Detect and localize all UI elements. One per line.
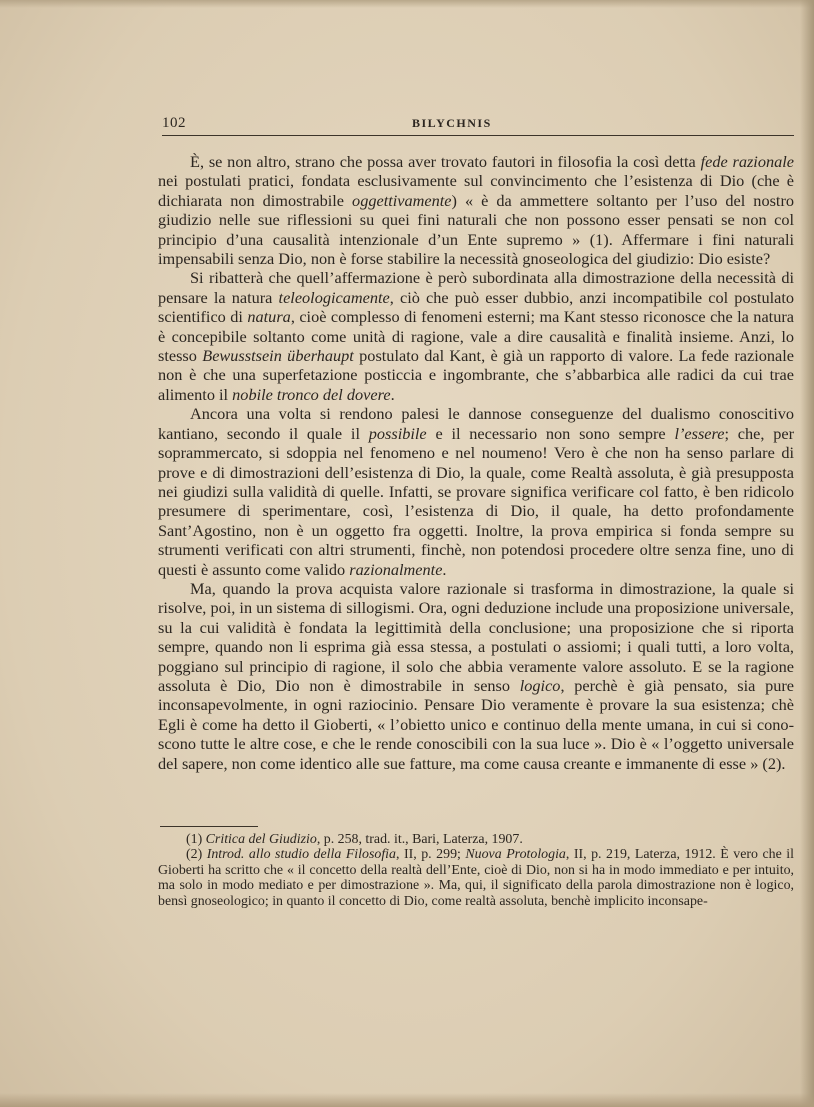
italic-text-run: possibile (368, 423, 427, 443)
footnote-text-run: (2) (186, 847, 207, 863)
footnote-italic-run: Critica del Giudizio (205, 832, 317, 847)
running-title: BILYCHNIS (412, 116, 492, 130)
italic-text-run: logico (519, 675, 561, 695)
text-run: postulato dal Kant, è già un rapporto di valore. La fede razionale non è che una superfetazione posticcia e ingombrante, che s’abbarbica alle radici da cui trae alimento il (158, 346, 794, 404)
body-text (158, 152, 794, 773)
italic-text-run: fede razionale (700, 152, 795, 171)
footnote-rule (160, 826, 258, 827)
footnote-italic-run: Introd. allo studio della Filosofia (206, 847, 396, 863)
italic-text-run: l’essere (674, 423, 725, 443)
italic-text-run: teleologicamente (278, 287, 390, 307)
footnote-text-run: (1) (186, 832, 206, 847)
page-number: 102 (162, 115, 186, 131)
body-paragraph (158, 579, 794, 773)
text-run: È, se non altro, strano che possa aver trovato fautori in filosofia la così detta (190, 152, 701, 171)
text-run: ; che, per soprammercato, si sdoppia nel fenomeno e nel noumeno! Vero è che non ha senso parlare di prove e di dimostrazioni dell’esistenza di Dio, la quale, come Realtà assoluta, è già presupposta nei giudizi sulla validità di quelle. Infatti, se provare significa verificare col fatto, è ben ridicolo presumere di sperimentare, così, l’esistenza di Dio, il quale, ha detto profondamente Sant’Agostino, non è un oggetto fra oggetti. Inoltre, la prova empirica si fonda sempre su strumenti verificati con altri strumenti, finchè, non potendosi procedere oltre senza fine, uno di questi è assunto come valido (158, 423, 795, 579)
footnotes (158, 832, 794, 909)
text-run: Ma, quando la prova acquista valore razionale si trasforma in dimostrazione, la quale si risolve, poi, in un sistema di sillogismi. Ora, ogni deduzione include una proposizione universale, su la cui validità è fondata la legittimità della conclusione; una proposizione che si riporta sempre, quando non li esprima già essa stessa, a postulati o assiomi; i quali tutti, a loro volta, poggiano sul principio di ragione, il solo che abbia veramente valore assoluto. E se la ragione assoluta è Dio, Dio non è dimostrabile in senso (158, 578, 794, 695)
footnote-text-run: , p. 258, trad. it., Bari, Laterza, 1907. (316, 832, 523, 847)
text-run: Ancora una volta si rendono palesi le dannose conseguenze del dualismo conoscitivo kantiano, secondo il quale il (158, 404, 794, 443)
text-run: , perchè è già pensato, sia pure inconsapevolmente, in ogni raziocinio. Pensare Dio veramente è provare la sua esistenza; chè Egli è come ha detto il Gioberti, « l’obietto unico e continuo della mente umana, in cui si conoscono tutte le altre cose, e che le rende conoscibili con la sua luce ». Dio è « l’oggetto universale del sapere, non come identico alle sue fatture, ma come causa creante e immanente di esse » (2). (158, 675, 794, 773)
page-edge-shadow-top (0, 0, 814, 8)
italic-text-run: Bewusstsein überhaupt (202, 346, 354, 366)
text-run: e il necessario non sono sempre (426, 423, 675, 443)
text-run: , ciò che può esser dubbio, anzi incompatibile col postulato scientifico di (158, 287, 794, 327)
text-run: ) « è da ammettere soltanto per l’uso del nostro giudizio nelle sue riflessioni su quei fini naturali che non possono esser pensati se non col principio d’una causalità intenzionale d’un Ente supremo » (1). Affermare i fini naturali impensabili senza Dio, non è forse stabilire la necessità gnoseologica del giudizio: Dio esiste? (158, 190, 795, 269)
running-header (162, 113, 794, 135)
italic-text-run: nobile tronco del dovere (232, 384, 391, 404)
footnote (158, 832, 794, 847)
footnote-italic-run: Nuova Protologia (465, 847, 566, 863)
body-paragraph (158, 404, 794, 579)
footnote (158, 847, 794, 909)
italic-text-run: oggettivamente (352, 190, 452, 210)
footnote-text-run: , II, p. 299; (396, 847, 466, 863)
text-run: Si ribatterà che quell’affermazione è però subordinata alla dimostrazione della necessità di pensare la natura (158, 268, 794, 307)
text-run: , cioè complesso di fenomeni esterni; ma Kant stesso riconosce che la natura è concepibile soltanto come unità di ragione, vale a dire causalità e finalità insieme. Anzi, lo stesso (158, 307, 794, 366)
text-run: nei postulati pratici, fondata esclusivamente sul convincimento che l’esistenza di Dio (che è dichiarata non dimostrabile (158, 171, 794, 210)
page-edge-shadow-bottom (0, 1093, 814, 1107)
body-paragraph (158, 268, 794, 404)
italic-text-run: razionalmente (349, 559, 443, 579)
header-rule (162, 135, 794, 136)
footnote-text-run: , II, p. 219, Laterza, 1912. È vero che il Gioberti ha scritto che « il concetto della realtà dell’Ente, cioè di Dio, non si ha in modo immediato e per intuito, ma solo in modo mediato e per dimostrazione ». Ma, qui, il significato della parola dimostrazione non è logico, bensì gnoseologico; in quanto il concetto di Dio, come realtà assoluta, benchè implicito inconsape- (158, 847, 795, 909)
body-paragraph (158, 152, 794, 268)
text-run: . (442, 559, 447, 579)
text-run: . (390, 384, 395, 404)
italic-text-run: natura (247, 307, 291, 327)
page-edge-shadow-right (800, 0, 814, 1107)
